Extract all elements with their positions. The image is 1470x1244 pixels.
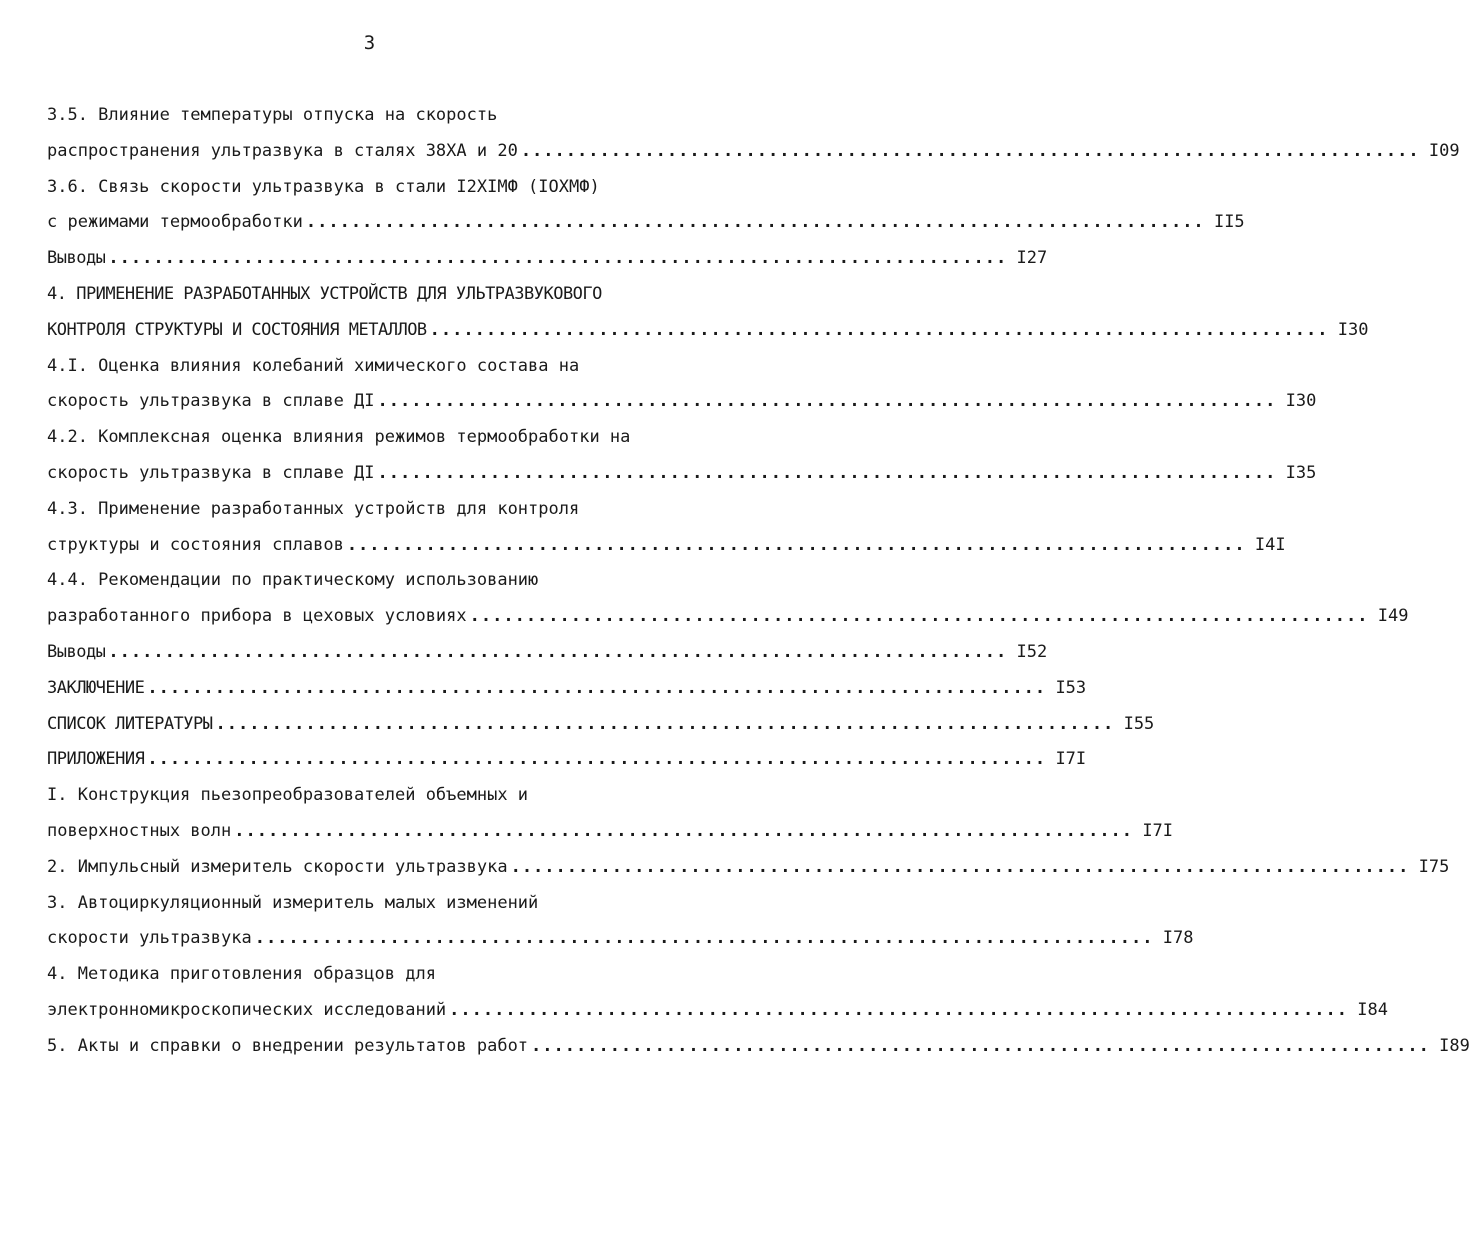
toc-entry xyxy=(47,671,1087,707)
toc-page-ref: I49 xyxy=(1377,606,1409,627)
dot-leader: ................................................................................ xyxy=(520,140,1420,161)
dot-leader: ................................................................................ xyxy=(377,462,1277,483)
toc-entry-text: с режимами термообработки xyxy=(47,212,303,233)
page-number: 3 xyxy=(363,32,377,54)
dot-leader: ................................................................................ xyxy=(108,248,1008,269)
toc-page-ref: I84 xyxy=(1357,999,1388,1020)
toc-page-ref: I09 xyxy=(1428,140,1460,161)
toc-page-ref: I55 xyxy=(1123,713,1155,734)
dot-leader: ................................................................................ xyxy=(254,928,1154,949)
toc-entry-text: КОНТРОЛЯ СТРУКТУРЫ И СОСТОЯНИЯ МЕТАЛЛОВ xyxy=(47,319,427,340)
dot-leader: ................................................................................ xyxy=(346,534,1246,555)
toc-entry-text: 4.2. Комплексная оценка влияния режимов термообработки на xyxy=(47,427,631,448)
toc-entry-text: I. Конструкция пьезопреобразователей объемных и xyxy=(47,785,529,806)
toc-entry-text: Выводы xyxy=(47,248,106,269)
toc-entry-text: ЗАКЛЮЧЕНИЕ xyxy=(47,677,145,698)
toc-page-ref: I4I xyxy=(1254,534,1286,555)
toc-entry-text: скорость ультразвука в сплаве ДI xyxy=(47,462,375,483)
toc-entry-text: Выводы xyxy=(47,641,106,662)
toc-entry-text: 5. Акты и справки о внедрении результатов работ xyxy=(47,1035,529,1056)
toc-entry-text: 3.5. Влияние температуры отпуска на скорость xyxy=(47,105,498,125)
toc-entry xyxy=(47,241,1048,277)
toc-entry xyxy=(47,707,1155,743)
toc-entry-text: 4. Методика приготовления образцов для xyxy=(47,964,436,985)
toc-page-ref: II5 xyxy=(1213,212,1245,233)
toc-entry xyxy=(47,599,1409,635)
toc-entry xyxy=(47,742,1087,778)
toc-entry xyxy=(47,456,1317,492)
toc-entry-text: СПИСОК ЛИТЕРАТУРЫ xyxy=(47,713,213,734)
toc-page-ref: I52 xyxy=(1016,641,1048,662)
toc-entry-text: 3. Автоциркуляционный измеритель малых изменений xyxy=(47,892,539,913)
toc-page-ref: I78 xyxy=(1162,928,1194,949)
dot-leader: ................................................................................ xyxy=(108,641,1008,662)
toc-entry-text: 4. ПРИМЕНЕНИЕ РАЗРАБОТАННЫХ УСТРОЙСТВ ДЛЯ УЛЬТРАЗВУКОВОГО xyxy=(47,283,602,304)
toc-entry-text: ПРИЛОЖЕНИЯ xyxy=(47,749,145,770)
toc-entry-text: 4.4. Рекомендации по практическому использованию xyxy=(47,570,539,591)
toc-entry xyxy=(47,528,1286,564)
toc-entry xyxy=(47,635,1048,671)
dot-leader: ................................................................................ xyxy=(429,319,1329,340)
toc-entry-text: структуры и состояния сплавов xyxy=(47,534,344,555)
toc-entry-text: 2. Импульсный измеритель скорости ультразвука xyxy=(47,856,508,877)
toc-entry xyxy=(47,814,1174,850)
toc-entry-text: электронномикроскопических исследований xyxy=(47,999,447,1020)
table-of-contents xyxy=(47,98,1470,1065)
toc-entry xyxy=(47,205,1245,241)
toc-entry-text: 3.6. Связь скорости ультразвука в стали I2XIMФ (IOXMФ) xyxy=(47,176,600,197)
dot-leader: ................................................................................ xyxy=(215,713,1115,734)
dot-leader: ................................................................................ xyxy=(449,999,1348,1020)
toc-entry-text: скорости ультразвука xyxy=(47,928,252,949)
toc-entry xyxy=(47,993,1388,1029)
toc-entry-text: распространения ультразвука в сталях 38ХА и 20 xyxy=(47,140,518,161)
toc-page-ref: I7I xyxy=(1142,820,1174,841)
dot-leader: ................................................................................ xyxy=(531,1035,1430,1056)
toc-entry-text: 4.I. Оценка влияния колебаний химического состава на xyxy=(47,355,580,376)
toc-page-ref: I75 xyxy=(1418,856,1450,877)
toc-entry-text: 4.3. Применение разработанных устройств для контроля xyxy=(47,498,580,519)
dot-leader: ................................................................................ xyxy=(147,749,1047,770)
toc-entry xyxy=(47,384,1317,420)
toc-entry xyxy=(47,850,1450,886)
toc-entry-text: поверхностных волн xyxy=(47,820,232,841)
toc-page-ref: I27 xyxy=(1016,248,1048,269)
dot-leader: ................................................................................ xyxy=(469,606,1369,627)
toc-page-ref: I7I xyxy=(1055,749,1087,770)
toc-page-ref: I35 xyxy=(1285,462,1317,483)
dot-leader: ................................................................................ xyxy=(305,212,1205,233)
toc-entry-text: разработанного прибора в цеховых условиях xyxy=(47,606,467,627)
toc-page-ref: I30 xyxy=(1285,391,1317,412)
dot-leader: ................................................................................ xyxy=(377,391,1277,412)
toc-page-ref: I53 xyxy=(1055,677,1087,698)
toc-entry xyxy=(47,1029,1470,1065)
toc-entry-text: скорость ультразвука в сплаве ДI xyxy=(47,391,375,412)
toc-page-ref: I89 xyxy=(1439,1035,1470,1056)
toc-page-ref: I30 xyxy=(1337,319,1369,340)
dot-leader: ................................................................................ xyxy=(510,856,1410,877)
toc-entry xyxy=(47,921,1194,957)
toc-entry xyxy=(47,313,1369,349)
toc-entry xyxy=(47,134,1460,170)
dot-leader: ................................................................................ xyxy=(147,677,1047,698)
dot-leader: ................................................................................ xyxy=(234,820,1134,841)
